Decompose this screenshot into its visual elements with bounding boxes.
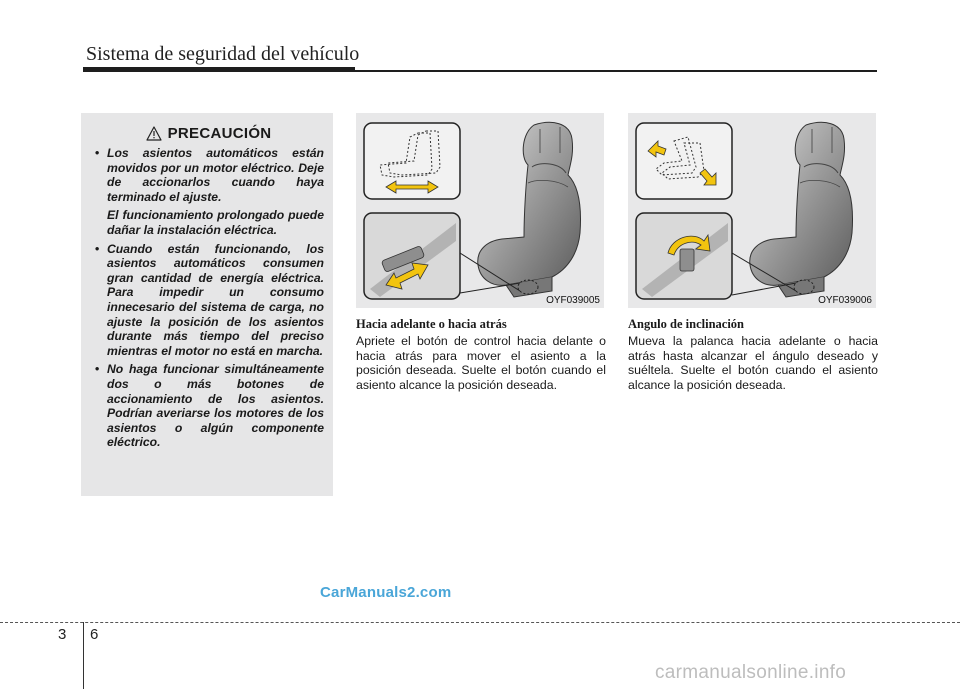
footer-site-watermark: carmanualsonline.info bbox=[655, 662, 847, 683]
watermark-link[interactable]: CarManuals2.com bbox=[320, 584, 452, 601]
seat-outline-inset bbox=[364, 123, 460, 199]
caution-title: PRECAUCIÓN bbox=[167, 125, 272, 142]
seat-recline-illustration bbox=[628, 113, 876, 308]
seat-lever-inset bbox=[636, 213, 732, 299]
caution-item bbox=[93, 146, 324, 238]
seat-drawing bbox=[750, 122, 853, 297]
bullet: • bbox=[95, 362, 100, 377]
seat-slide-figure bbox=[356, 113, 604, 308]
figure-code: OYF039006 bbox=[818, 295, 872, 306]
footer-dashed-rule bbox=[0, 622, 960, 623]
seat-recline-figure bbox=[628, 113, 876, 308]
seat-slide-illustration bbox=[356, 113, 604, 308]
caution-text: No haga funcionar simultáneamente dos o más botones de accionamiento de los asientos. Podrían averiarse los motores de los asientos o algún componente eléctrico. bbox=[107, 362, 324, 450]
caution-text: Los asientos automáticos están movidos por un motor eléctrico. Deje de accionarlos cuando haya terminado el ajuste. bbox=[107, 146, 324, 204]
section-recline bbox=[628, 317, 878, 393]
warning-triangle-icon bbox=[146, 126, 162, 141]
section-title: Hacia adelante o hacia atrás bbox=[356, 317, 507, 331]
caution-item bbox=[93, 242, 324, 359]
section-body: Apriete el botón de control hacia delante o hacia atrás para mover el asiento a la posición deseada. Suelte el botón cuando el asiento alcance la posición deseada. bbox=[356, 334, 606, 393]
caution-header bbox=[93, 125, 324, 142]
header-rule-thick bbox=[83, 67, 355, 72]
section-title: Angulo de inclinación bbox=[628, 317, 744, 331]
section-forward-back bbox=[356, 317, 606, 393]
bullet: • bbox=[95, 146, 100, 160]
section-body: Mueva la palanca hacia adelante o hacia atrás hasta alcanzar el ángulo deseado y suéltela. Suelte el botón cuando el asiento alcance la posición deseada. bbox=[628, 334, 878, 393]
seat-switch-inset bbox=[364, 213, 460, 299]
caution-list bbox=[93, 146, 324, 450]
caution-box bbox=[81, 113, 333, 496]
footer-vertical-rule bbox=[83, 622, 84, 689]
caution-item bbox=[93, 362, 324, 450]
chapter-number: 3 bbox=[58, 626, 67, 643]
seat-outline-inset bbox=[636, 123, 732, 199]
caution-subtext: El funcionamiento prolongado puede dañar la instalación eléctrica. bbox=[107, 208, 324, 237]
page-header-title: Sistema de seguridad del vehículo bbox=[86, 43, 360, 65]
bullet: • bbox=[95, 241, 100, 256]
seat-drawing bbox=[478, 122, 581, 297]
page-number: 6 bbox=[90, 626, 99, 643]
caution-text: Cuando están funcionando, los asientos automáticos consumen gran cantidad de energía eléctrica. Para impedir un consumo innecesario del sistema de carga, no ajuste la posición de los asientos durante más tiempo del preciso mientras el motor no está en marcha. bbox=[107, 241, 324, 358]
header-rule-thin bbox=[355, 70, 877, 72]
figure-code: OYF039005 bbox=[546, 295, 600, 306]
